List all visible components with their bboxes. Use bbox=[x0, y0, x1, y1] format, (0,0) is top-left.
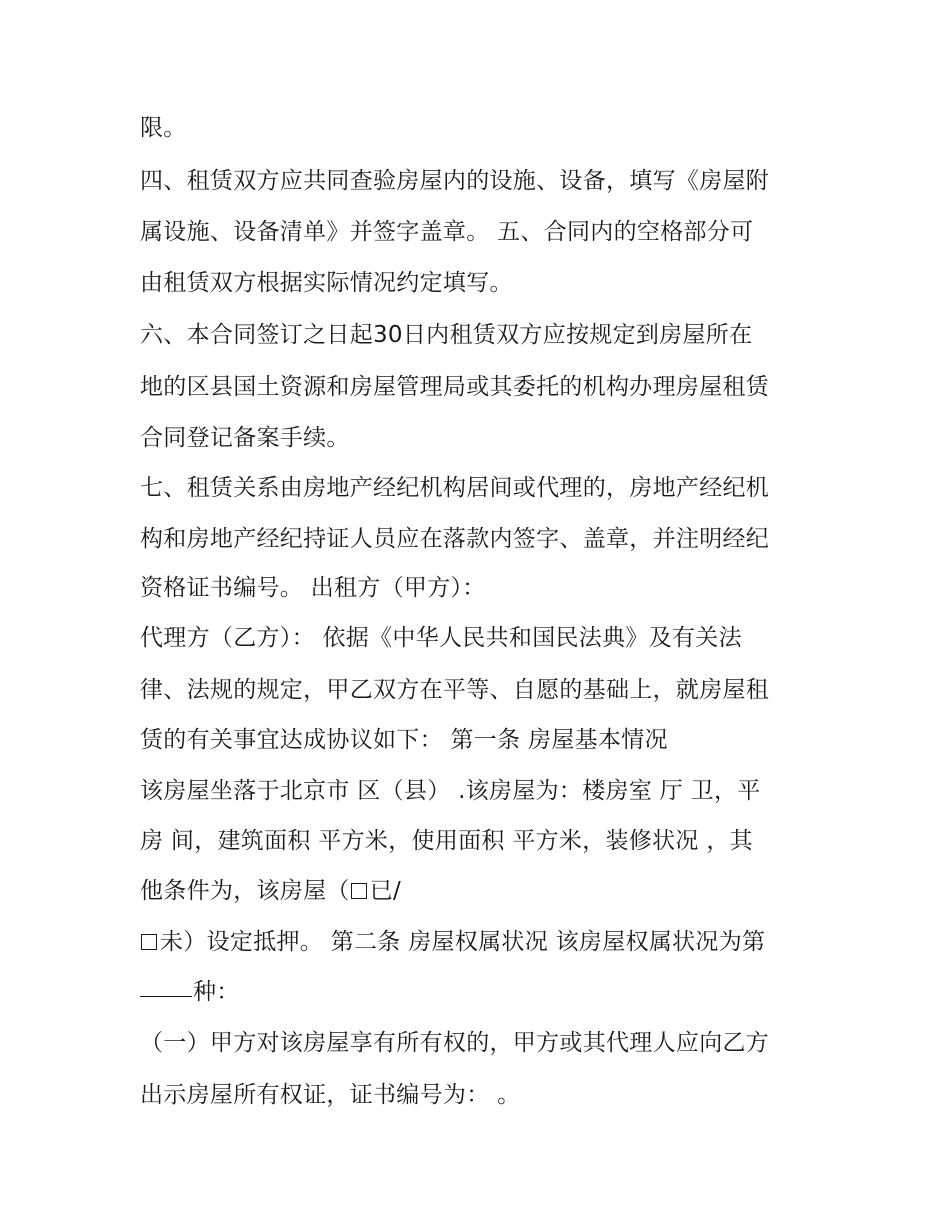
text-line: （一）甲方对该房屋享有所有权的，甲方或其代理人应向乙方 bbox=[140, 1030, 770, 1056]
checkbox-icon bbox=[141, 934, 157, 950]
text-line: 构和房地产经纪持证人员应在落款内签字、盖章，并注明经纪 bbox=[140, 526, 770, 552]
text-line: 限。 bbox=[140, 115, 187, 141]
text-line: 七、租赁关系由房地产经纪机构居间或代理的，房地产经纪机 bbox=[140, 475, 770, 501]
text-line: 属设施、设备清单》并签字盖章。 五、合同内的空格部分可 bbox=[140, 219, 754, 245]
text-line: 房 间，建筑面积 平方米，使用面积 平方米，装修状况 ，其 bbox=[140, 828, 753, 854]
text-line: 合同登记备案手续。 bbox=[140, 425, 350, 451]
text-line bbox=[140, 873, 401, 909]
text-line: 六、本合同签订之日起30日内租赁双方应按规定到房屋所在 bbox=[140, 322, 753, 348]
text-line: 律、法规的规定，甲乙双方在平等、自愿的基础上，就房屋租 bbox=[140, 677, 770, 703]
text-segment: 未）设定抵押。 第二条 房屋权属状况 该房屋权属状况为第 bbox=[160, 929, 766, 955]
text-line: 代理方（乙方）： 依据《中华人民共和国民法典》及有关法 bbox=[140, 625, 742, 651]
text-segment: 种： bbox=[193, 979, 240, 1005]
text-line bbox=[140, 974, 240, 1010]
text-line: 赁的有关事宜达成协议如下： 第一条 房屋基本情况 bbox=[140, 727, 668, 753]
text-line: 地的区县国土资源和房屋管理局或其委托的机构办理房屋租赁 bbox=[140, 374, 770, 400]
checkbox-icon bbox=[351, 883, 367, 899]
text-line: 出示房屋所有权证，证书编号为： 。 bbox=[140, 1082, 521, 1108]
blank-underline bbox=[140, 974, 192, 997]
text-line: 由租赁双方根据实际情况约定填写。 bbox=[140, 270, 513, 296]
text-line bbox=[140, 924, 765, 960]
text-line: 四、租赁双方应共同查验房屋内的设施、设备，填写《房屋附 bbox=[140, 168, 770, 194]
text-line: 该房屋坐落于北京市 区（县） .该房屋为：楼房室 厅 卫，平 bbox=[140, 778, 761, 804]
text-segment: 他条件为，该房屋（ bbox=[140, 878, 350, 904]
text-segment: 已/ bbox=[369, 878, 402, 904]
text-line: 资格证书编号。 出租方（甲方）： bbox=[140, 575, 486, 601]
